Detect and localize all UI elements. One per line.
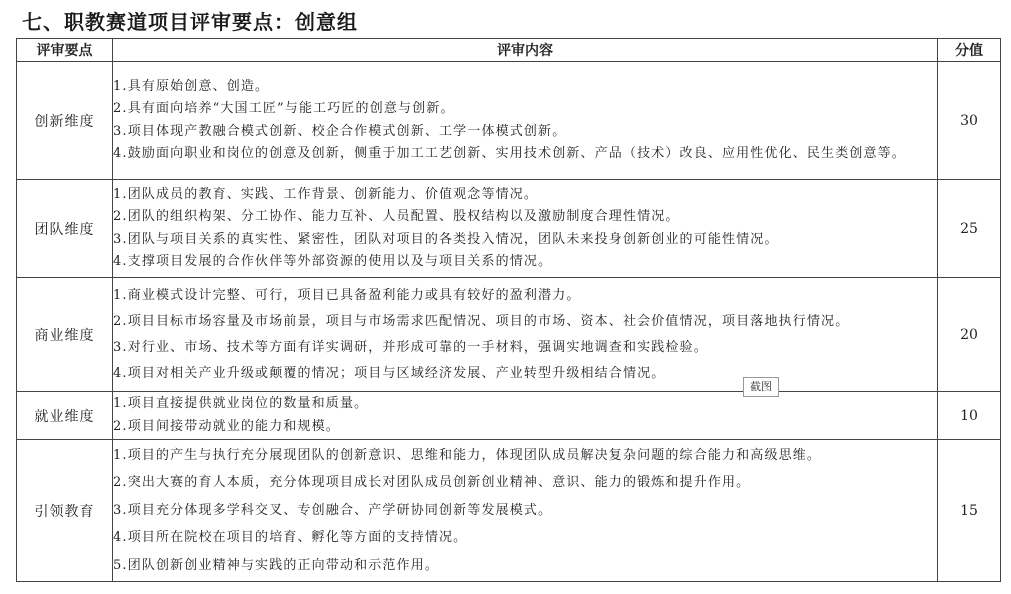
criteria-item: 2.团队的组织构架、分工协作、能力互补、人员配置、股权结构以及激励制度合理性情况。 [113,209,680,224]
screenshot-tag[interactable]: 截图 [743,377,779,397]
criteria-item: 3.团队与项目关系的真实性、紧密性，团队对项目的各类投入情况，团队未来投身创新创业的可能性情况。 [113,231,779,247]
criteria-item: 1.项目的产生与执行充分展现团队的创新意识、思维和能力，体现团队成员解决复杂问题的综合能力和高级思维。 [113,447,822,463]
row-content [113,62,938,180]
criteria-item: 2.突出大赛的育人本质，充分体现项目成长对团队成员创新创业精神、意识、能力的锻炼和提升作用。 [113,475,751,491]
header-content: 评审内容 [113,39,938,62]
row-score: 20 [938,278,1001,392]
row-score: 30 [938,62,1001,180]
criteria-item: 4.支撑项目发展的合作伙伴等外部资源的使用以及与项目关系的情况。 [113,254,553,269]
table-row-business [17,278,1001,392]
row-dimension: 商业维度 [17,278,113,392]
row-content [113,440,938,582]
row-dimension: 就业维度 [17,392,113,440]
table-row-team [17,180,1001,278]
criteria-item: 2.项目间接带动就业的能力和规模。 [113,418,340,434]
criteria-item: 3.对行业、市场、技术等方面有详实调研，并形成可靠的一手材料，强调实地调查和实践检验。 [113,339,708,355]
table-row-innovation [17,62,1001,180]
row-score: 10 [938,392,1001,440]
row-dimension: 创新维度 [17,62,113,180]
row-content [113,392,938,440]
criteria-item: 4.项目对相关产业升级或颠覆的情况；项目与区域经济发展、产业转型升级相结合情况。 [113,365,666,381]
row-content [113,180,938,278]
criteria-item: 2.具有面向培养“大国工匠”与能工巧匠的创意与创新。 [113,101,455,117]
table-header-row [17,39,1001,62]
criteria-item: 3.项目体现产教融合模式创新、校企合作模式创新、工学一体模式创新。 [113,123,567,139]
criteria-item: 1.商业模式设计完整、可行，项目已具备盈利能力或具有较好的盈利潜力。 [113,287,581,303]
row-dimension: 团队维度 [17,180,113,278]
review-criteria-table [16,38,1001,582]
row-dimension: 引领教育 [17,440,113,582]
page-title: 七、职教赛道项目评审要点：创意组 [22,10,358,34]
criteria-item: 5.团队创新创业精神与实践的正向带动和示范作用。 [113,557,440,573]
row-score: 25 [938,180,1001,278]
row-content [113,278,938,392]
criteria-item: 4.项目所在院校在项目的培育、孵化等方面的支持情况。 [113,530,468,546]
criteria-item: 1.具有原始创意、创造。 [113,78,270,94]
table-row-education [17,440,1001,582]
criteria-item: 3.项目充分体现多学科交叉、专创融合、产学研协同创新等发展模式。 [113,502,553,518]
row-score: 15 [938,440,1001,582]
table-row-employment [17,392,1001,440]
criteria-item: 4.鼓励面向职业和岗位的创意及创新，侧重于加工工艺创新、实用技术创新、产品（技术）改良、应用性优化、民生类创意等。 [113,146,906,162]
criteria-item: 1.项目直接提供就业岗位的数量和质量。 [113,396,369,411]
criteria-item: 1.团队成员的教育、实践、工作背景、创新能力、价值观念等情况。 [113,186,539,202]
header-score: 分值 [938,39,1001,62]
criteria-item: 2.项目目标市场容量及市场前景，项目与市场需求匹配情况、项目的市场、资本、社会价值情况，项目落地执行情况。 [113,313,850,329]
header-dimension: 评审要点 [17,39,113,62]
